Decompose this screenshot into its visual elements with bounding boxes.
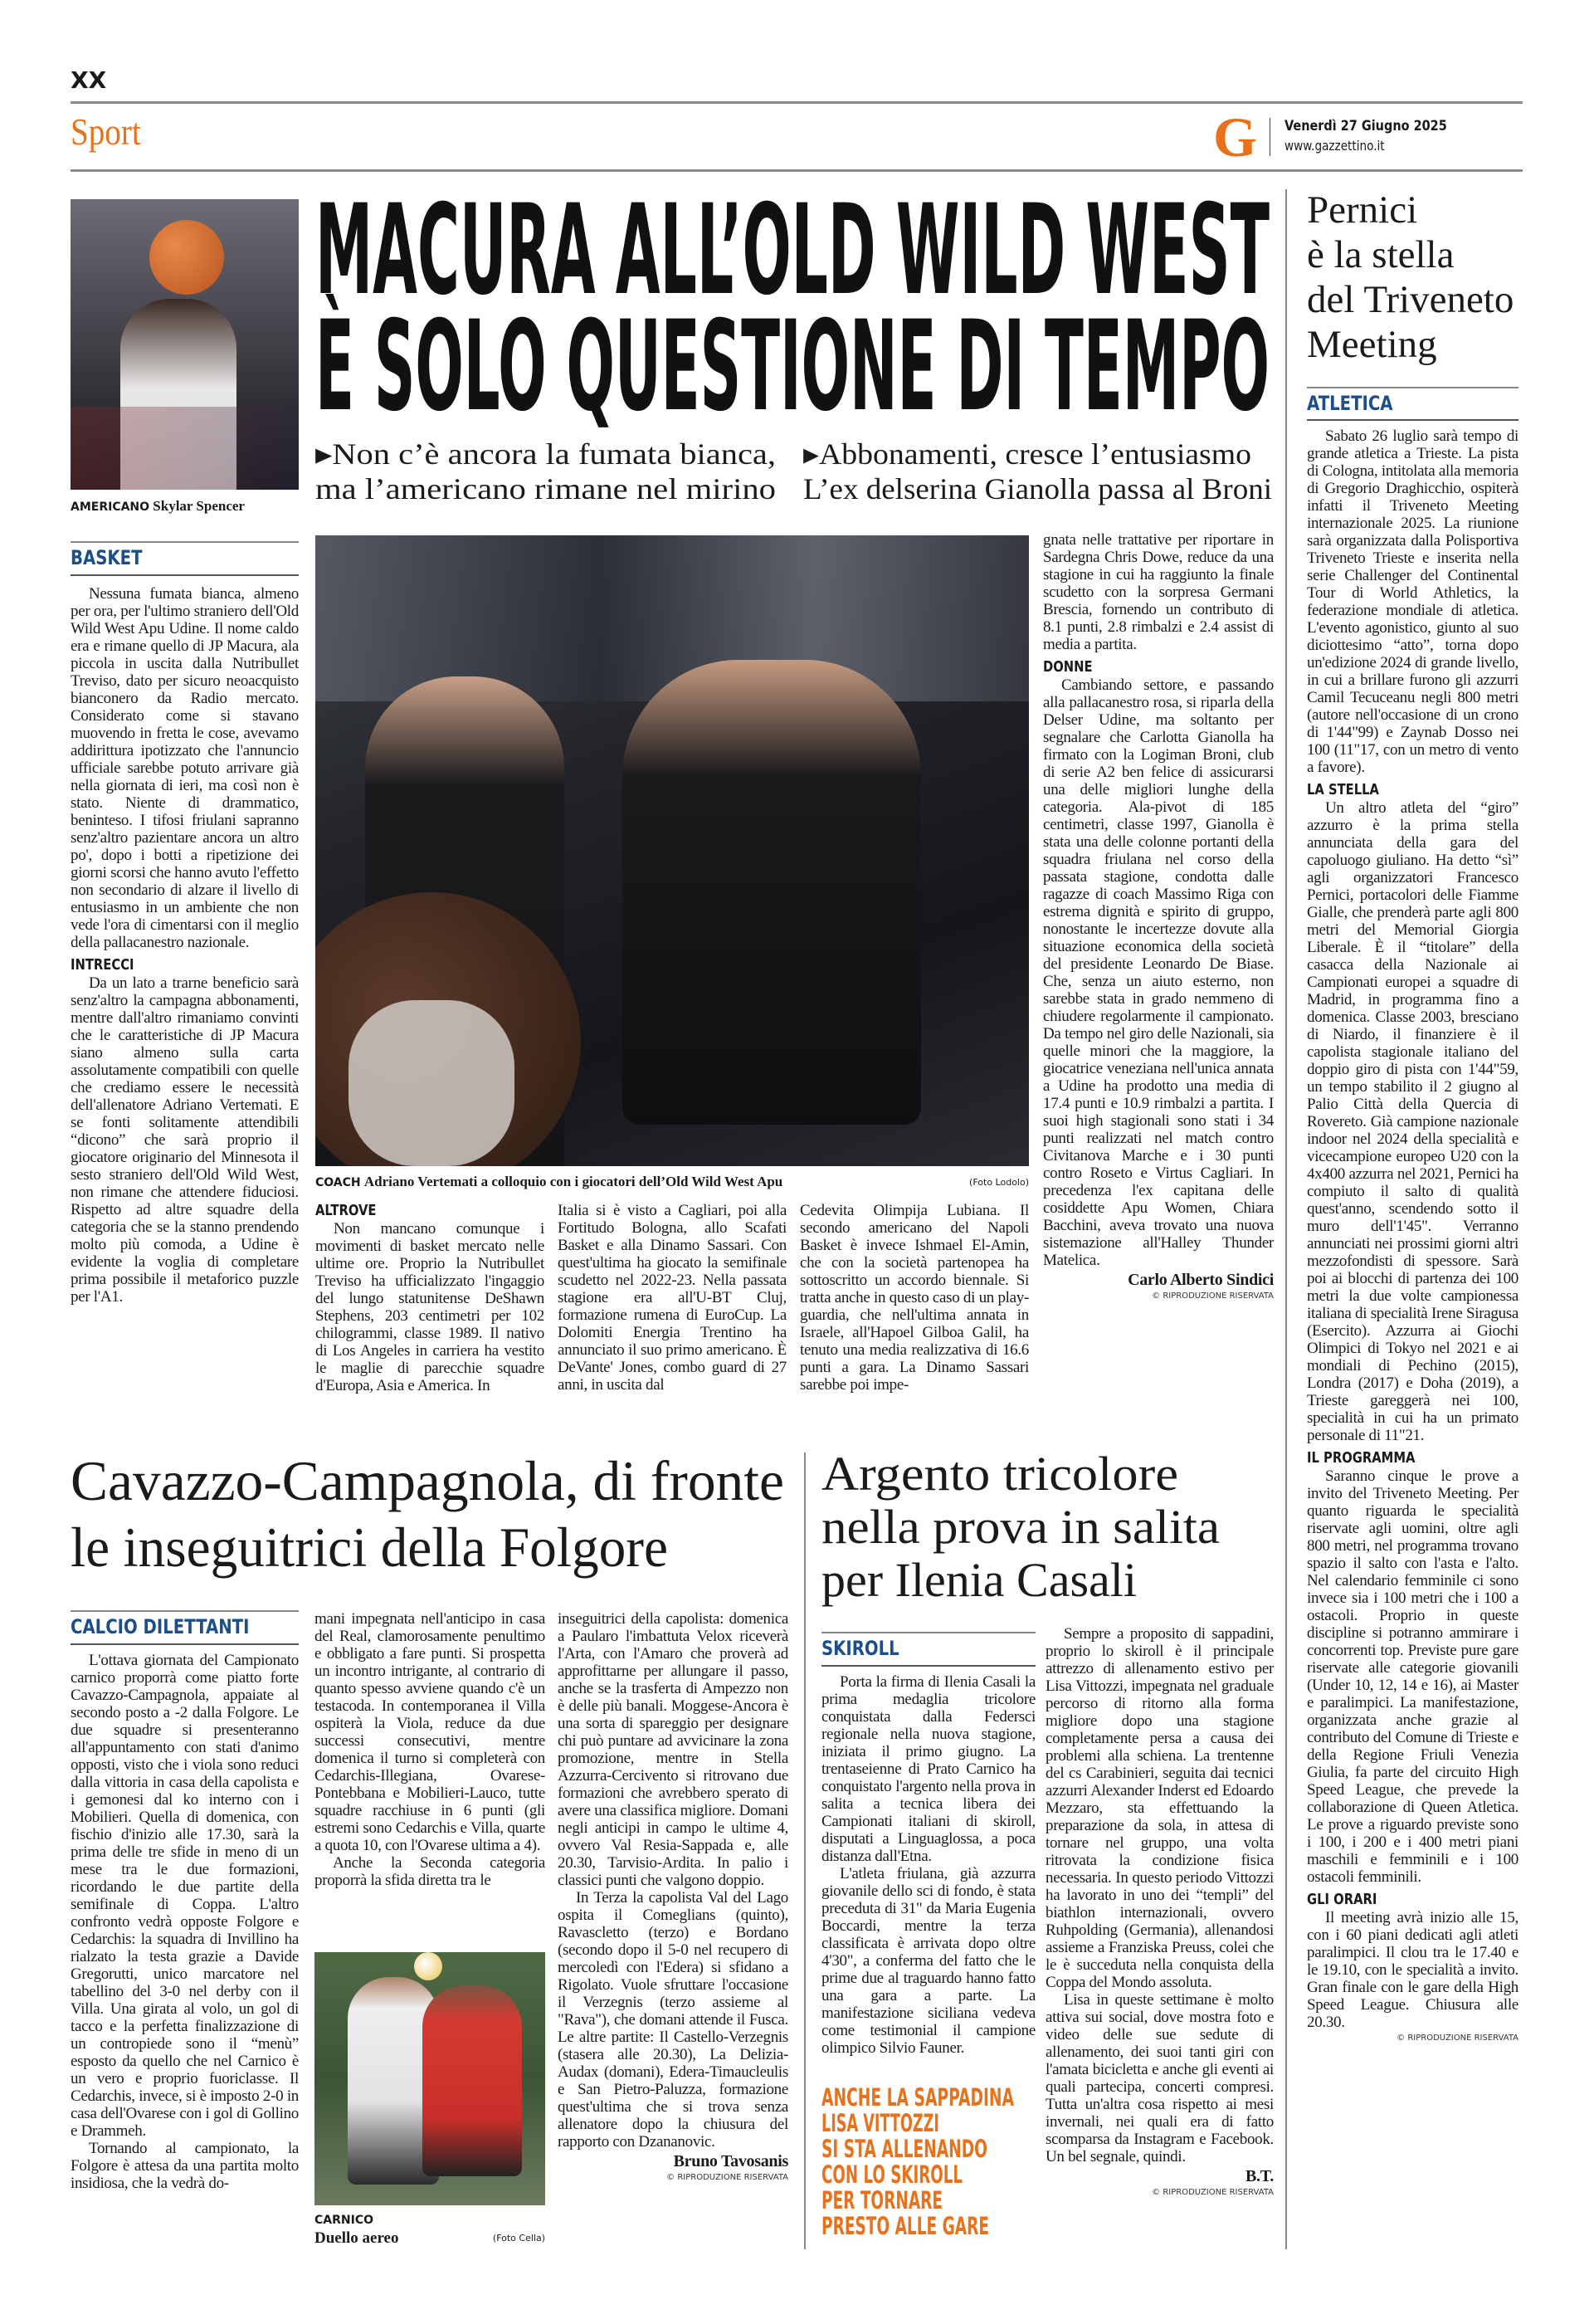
bottom-divider bbox=[804, 1452, 806, 2249]
sidebar-headline: Pernici è la stella del Triveneto Meeting bbox=[1307, 188, 1514, 366]
paragraph: L'atleta friulana, già azzurra giovanile dello sci di fondo, è stata preceduta di 31" da Maria Eugenia Boccardi, mentre la terza classificata è arrivata dopo oltre 4'30", a conferma del fatto che le prime due al traguardo hanno fatto una gara a parte. La manifestazione siciliana vedeva come testimonial il campione olimpico Silvio Fauner. bbox=[821, 1865, 1036, 2057]
pull-quote: ANCHE LA SAPPADINA LISA VITTOZZI SI STA ALLENANDO CON LO SKIROLL PER TORNARE PRESTO ALLE GARE bbox=[821, 2083, 1014, 2240]
basket-column-5 bbox=[1043, 531, 1274, 1302]
basket-label-rule-top bbox=[71, 541, 299, 543]
subheading-la-stella: LA STELLA bbox=[1307, 781, 1379, 798]
paragraph: Nessuna fumata bianca, almeno per ora, per l'ultimo straniero dell'Old Wild West Apu Udine. Il nome caldo era e rimane quello di JP Macura, ala piccola in uscita dalla Nutribullet Treviso, dato per sicuro neoacquisto bianconero da Radio mercato. Considerato come si stavano muovendo in fretta le cose, avevamo addirittura ipotizzato che l'annuncio ufficiale sarebbe potuto arrivare già nella giornata di ieri, ma così non è stato. Niente di drammatico, beninteso. I tifosi friulani sapranno senz'altro pazientare ancora un altro po', dopo i botti a ripetizione dei giorni scorsi che hanno avuto l'effetto non secondario di alzare il livello di entusiasmo in un ambiente che non vede l'ora di cimentarsi con il meglio della pallacanestro nazionale. bbox=[71, 585, 299, 951]
paragraph: Cambiando settore, e passando alla pallacanestro rosa, si riparla della Delser Udine, ma soltanto per segnalare che Carlotta Gianolla ha firmato con la Logiman Broni, club di serie A2 ben felice di assicurarsi una delle migliori lunghe della categoria. Ala-pivot di 185 centimetri, classe 1997, Gianolla è stata una delle colonne portanti della squadra friulana nel corso della passata stagione, condotta dalle ragazze di coach Massimo Riga con estrema dignità e spirito di gruppo, nonostante le incertezze dovute alla situazione economica della società del presidente Leonardo De Biase. Che, senza un aiuto esterno, non sarebbe stata in grado nemmeno di chiudere regolarmente il campionato. Da tempo nel giro delle Nazionali, sia quelle minori che la maggiore, la giocatrice veneziana nell'unica annata a Udine ha prodotto una media di 17.4 punti e 10.9 rimbalzi a partita. I suoi high stagionali sono stati i 34 punti realizzati nel match contro Civitanova Marche e i 30 punti contro Roseto e Virtus Cagliari. In precedenza l'ex capitana delle cosiddette Apu Women, Chiara Bacchini, aveva trovato una nuova sistemazione all'Halley Thunder Matelica. bbox=[1043, 676, 1274, 1269]
headline-line-2: È SOLO QUESTIONE DI TEMPO bbox=[315, 295, 1270, 439]
football-column-3 bbox=[558, 1610, 788, 2184]
player-photo-caption: AMERICANO Skylar Spencer bbox=[71, 498, 245, 514]
skiroll-label-rule-bottom bbox=[821, 1665, 1036, 1667]
copyright-notice: © RIPRODUZIONE RISERVATA bbox=[1152, 1291, 1274, 1301]
top-rule bbox=[71, 101, 1523, 104]
masthead-bottom-rule bbox=[71, 169, 1523, 172]
paragraph: Da un lato a trarne beneficio sarà senz'altro la campagna abbonamenti, mentre dall'altro rimaniamo convinti che le caratteristiche di JP Macura siano almeno sulla carta assolutamente compatibili con quelle che crediamo essere le necessità dell'allenatore Adriano Vertemati. E se fonti solitamente attendibili “dicono” che sarà proprio il giocatore originario del Minnesota il sesto straniero dell'Old Wild West, non rimane che attendere fiduciosi. Rispetto ad altre squadre della categoria che se la stanno prendendo molto più comoda, a Udine è evidente la voglia di completare prima possibile il metaforico puzzle per l'A1. bbox=[71, 974, 299, 1306]
paragraph: L'ottava giornata del Campionato carnico proporrà come piatto forte Cavazzo-Campagnola, appaiate al secondo posto a -2 dalla Folgore. Le due squadre si presenteranno all'appuntamento con stati d'animo opposti, visto che i viola sono reduci dalla vittoria in casa della capolista e i gemonesi dal ko interno con i Mobilieri. Quella di domenica, con fischio d'inizio alle 17.30, sarà la prima delle tre sfide in meno di un mese tra le due formazioni, ricordando le due partite della semifinale di Coppa. L'altro confronto vedrà opposte Folgore e Cedarchis: la squadra di Invillino ha rialzato la testa grazie a Davide Gregorutti, unico marcatore nel tabellino del 3-0 nel derby con il Villa. Una girata al volo, un gol di tacco e la perfetta finalizzazione di un contropiede sono il “menù” esposto da quello che nel Carnico è un vero e proprio fuoriclasse. Il Cedarchis, invece, si è imposto 2-0 in casa dell'Ovarese con i gol di Gollino e Drammeh. bbox=[71, 1652, 299, 2140]
section-label-atletica: ATLETICA bbox=[1307, 392, 1393, 415]
paragraph: Cedevita Olimpija Lubiana. Il secondo americano del Napoli Basket è invece Ishmael El-Amin, che con la società partenopea ha sottoscritto un accordo biennale. Si tratta anche in questo caso di un play-guardia, che nell'ultima annata in Israele, all'Hapoel Gilboa Galil, ha tenuto una media realizzativa di 16.6 punti a gara. La Dinamo Sassari sarebbe poi impe- bbox=[800, 1202, 1029, 1394]
subheading-gli-orari: GLI ORARI bbox=[1307, 1891, 1377, 1908]
copyright-notice: © RIPRODUZIONE RISERVATA bbox=[1152, 2188, 1274, 2197]
basketball-icon bbox=[149, 220, 224, 295]
football-column-1 bbox=[71, 1652, 299, 2192]
paragraph: inseguitrici della capolista: domenica a Paularo l'imbattuta Velox riceverà l'Arta, con l'Amaro che proverà ad approfittarne per allungare il passo, anche se la trasferta di Ampezzo non è delle più banali. Moggese-Ancora è una sorta di spareggio per designare chi può puntare ad avvicinare la zona promozione, mentre in Stella Azzurra-Cercivento si ritrovano due formazioni che avrebbero sperato di avere una classifica migliore. Domani negli anticipi in campo le ultime 4, ovvero Val Resia-Sappada e, alle 20.30, Tarvisio-Ardita. In palio i classici punti che valgono doppio. bbox=[558, 1610, 788, 1889]
basket-column-4 bbox=[800, 1202, 1029, 1394]
paragraph: In Terza la capolista Val del Lago ospita il Comeglians (quinto), Ravascletto (terzo) e Bordano (secondo dopo il 5-0 nel recupero di mercoledì con l'Edera) si sfidano a Rigolato. Vuole sfruttare l'occasione il Verzegnis (terzo assieme al "Rava"), che domani attende il Fusca. Le altre partite: Il Castello-Verzegnis (stasera alle 20.30), La Delizia-Audax (domani), Edera-Timaucleulis e San Pietro-Paluzza, formazione quest'ultima che si trova senza allenatore dopo la chiusura del rapporto con Dzananovic. bbox=[558, 1889, 788, 2151]
copyright-notice: © RIPRODUZIONE RISERVATA bbox=[1397, 2034, 1518, 2043]
subheading-donne: DONNE bbox=[1043, 658, 1093, 676]
paragraph: Non mancano comunque i movimenti di basket mercato nelle ultime ore. Proprio la Nutribullet Treviso ha ufficializzato l'ingaggio del lungo statunitense DeShawn Stephens, 203 centimetri per 102 chilogrammi, classe 1989. Il nativo di Los Angeles in carriera ha vestito le maglie di parecchie squadre d'Europa, Asia e America. In bbox=[315, 1220, 544, 1394]
copyright-notice: © RIPRODUZIONE RISERVATA bbox=[666, 2173, 788, 2182]
byline: Carlo Alberto Sindici bbox=[1128, 1271, 1274, 1289]
paragraph: Il meeting avrà inizio alle 15, con i 60 piani dedicati agli atleti paralimpici. Il clou tra le 17.40 e le 19.10, con le specialità a invito. Gran finale con le gare della High Speed League. Chiusura alle 20.30. bbox=[1307, 1909, 1518, 2031]
paragraph: Tornando al campionato, la Folgore è attesa da una partita molto insidiosa, che la vedrà do- bbox=[71, 2140, 299, 2192]
football-column-2 bbox=[314, 1610, 545, 1889]
football-photo bbox=[314, 1952, 545, 2205]
basket-column-2 bbox=[315, 1202, 544, 1394]
athletics-column bbox=[1307, 427, 1518, 2044]
paragraph: mani impegnata nell'anticipo in casa del Real, clamorosamente penultimo e obbligato a fare punti. Si prospetta un incontro intrigante, al contrario di quanto spesso avviene quando c'è un testacoda. In contemporanea il Villa ospiterà la Viola, reduce da due successi consecutivi, mentre domenica il turno si completerà con Cedarchis-Illegiana, Ovarese-Pontebbana e Mobilieri-Lauco, tutte squadre racchiuse in 6 punti (gli estremi sono Cedarchis e Villa, quarte a quota 10, con l'Ovarese ultima a 4). bbox=[314, 1610, 545, 1854]
paragraph: Sempre a proposito di sappadini, proprio lo skiroll è il principale attrezzo di allenamento estivo per Lisa Vittozzi, impegnata nel graduale percorso di ritorno alla forma migliore dopo una stagione completamente persa a causa dei problemi alla schiena. La trentenne del cs Carabinieri, seguita dai tecnici azzurri Alexander Inderst ed Edoardo Mezzaro, sta effettuando la preparazione da sola, in attesa di tornare nel gruppo, una volta ritrovata la condizione fisica necessaria. In questo periodo Vittozzi ha lavorato in uno dei “templi” del biathlon internazionali, ovvero Ruhpolding (Germania), allenandosi assieme a Franziska Preuss, colei che le è succeduta nella conquista della Coppa del Mondo assoluta. bbox=[1046, 1625, 1274, 1991]
subheading-il-programma: IL PROGRAMMA bbox=[1307, 1449, 1416, 1467]
skiroll-headline: Argento tricolore nella prova in salita per Ilenia Casali bbox=[821, 1447, 1220, 1607]
paragraph: gnata nelle trattative per riportare in Sardegna Chris Dowe, reduce da una stagione in cui ha raggiunto la finale scudetto con la sorpresa Germani Brescia, fornendo un contributo di 8.1 punti, 2.8 rimbalzi e 2.4 assist di media a partita. bbox=[1043, 531, 1274, 653]
basket-column-3 bbox=[558, 1202, 787, 1394]
page-number: XX bbox=[71, 66, 107, 94]
headline-line-1: MACURA ALL’OLD WILD WEST bbox=[315, 178, 1270, 323]
paragraph: Lisa in queste settimane è molto attiva sui social, dove mostra foto e video delle sue sedute di allenamento, dei suoi tanti giri con l'amata bicicletta e anche gli eventi ai quali partecipa, concerti compresi. Tutta un'altra cosa rispetto ai mesi invernali, nei quali era di fatto scomparsa da Instagram e Facebook. Un bel segnale, quindi. bbox=[1046, 1991, 1274, 2165]
coach-figure bbox=[622, 660, 921, 1125]
byline: B.T. bbox=[1245, 2167, 1274, 2185]
paragraph: Porta la firma di Ilenia Casali la prima medaglia tricolore conquistata dalla Federsci regionale nella nuova stagione, iniziata il primo giugno. La trentaseienne di Prato Carnico ha conquistato l'argento nella prova in salita a tecnica libera dei Campionati italiani di skiroll, disputati a Linguaglossa, a poca distanza dall'Etna. bbox=[821, 1673, 1036, 1865]
basket-column-1 bbox=[71, 585, 299, 1306]
atletica-label-rule-top bbox=[1307, 387, 1518, 388]
skiroll-column-1 bbox=[821, 1673, 1036, 2057]
calcio-label-rule-top bbox=[71, 1610, 299, 1612]
section-title: Sport bbox=[71, 110, 141, 153]
basket-label-rule-bottom bbox=[71, 574, 299, 576]
section-label-calcio: CALCIO DILETTANTI bbox=[71, 1615, 250, 1638]
subheading-intrecci: INTRECCI bbox=[71, 956, 134, 974]
issue-date: Venerdì 27 Giugno 2025 bbox=[1284, 118, 1447, 134]
player-photo bbox=[71, 199, 299, 490]
football-photo-caption: CARNICO Duello aereo (Foto Cella) bbox=[314, 2214, 545, 2247]
calcio-label-rule-bottom bbox=[71, 1643, 299, 1645]
main-headline bbox=[315, 178, 1270, 439]
website-link[interactable]: www.gazzettino.it bbox=[1284, 138, 1385, 154]
sidebar-divider bbox=[1285, 189, 1287, 2249]
paragraph: Un altro atleta del “giro” azzurro è la prima stella annunciata della gara del capoluogo giuliano. Ha detto “sì” agli organizzatori Francesco Pernici, portacolori delle Fiamme Gialle, che prenderà parte agli 800 metri del Memorial Giorgia Liberale. È il “titolare” della casacca della Nazionale ai Campionati europei a squadre di Madrid, in programma fino a domenica. Classe 2003, bresciano di Niardo, il finanziere è il capolista stagionale italiano del doppio giro di pista con 1'44"59, un tempo stabilito il 2 giugno al Palio Città della Quercia di Rovereto. Già campione nazionale indoor nel 2024 della specialità e vicecampione europeo U20 con la 4x400 azzurra nel 2021, Pernici ha compiuto il salto di qualità quest'anno, scendendo sotto il muro dell'1'45". Verranno annunciati nei prossimi giorni altri mezzofondisti di spessore. Sarà poi ai blocchi di partenza dei 100 metri la due volte campionessa italiana di specialità Irene Siragusa (Esercito). Azzurra ai Giochi Olimpici di Tokyo nel 2021 e ai mondiali di Pechino (2015), Londra (2017) e Doha (2019), a Trieste gareggerà nei 100, specialità in cui ha un primato personale di 11"21. bbox=[1307, 799, 1518, 1444]
coach-photo-caption: COACH Adriano Vertemati a colloquio con i giocatori dell’Old Wild West Apu (Foto Lodolo) bbox=[315, 1174, 1029, 1189]
ball-icon bbox=[414, 1952, 442, 1980]
subhead-right: ▸Abbonamenti, cresce l’entusiasmo L’ex delserina Gianolla passa al Broni bbox=[803, 437, 1272, 505]
subheading-altrove: ALTROVE bbox=[315, 1202, 377, 1219]
skiroll-label-rule-top bbox=[821, 1632, 1036, 1633]
atletica-label-rule-bottom bbox=[1307, 419, 1518, 421]
section-label-basket: BASKET bbox=[71, 546, 143, 569]
byline: Bruno Tavosanis bbox=[673, 2152, 788, 2170]
subhead-left: ▸Non c’è ancora la fumata bianca, ma l’americano rimane nel mirino bbox=[315, 437, 776, 505]
paragraph: Sabato 26 luglio sarà tempo di grande atletica a Trieste. La pista di Cologna, intitolata alla memoria di Gregorio Draghicchio, ospiterà infatti il Triveneto Meeting internazionale 2025. La riunione sarà organizzata dalla Polisportiva Triveneto Trieste e inserita nella serie Challenger del Continental Tour di World Athletics, la federazione mondiale di atletica. L'evento agonistico, giunto al suo diciottesimo “atto”, torna dopo un'edizione 2024 di grande livello, in cui a brillare furono gli azzurri Camil Tecuceanu negli 800 metri (autore nell'occasione di un crono di 1'44"99) e Zaynab Dosso nei 100 (11"17, con un metro di vento a favore). bbox=[1307, 427, 1518, 776]
skiroll-column-2 bbox=[1046, 1625, 1274, 2199]
paragraph: Saranno cinque le prove a invito del Triveneto Meeting. Per quanto riguarda le specialità riservate agli uomini, oltre agli 800 metri, nel programma trovano spazio il salto con l'asta e l'alto. Nel calendario femminile ci sono invece sia i 100 metri che i 100 a ostacoli. Proprio in queste discipline si potranno ammirare i concorrenti top. Previste pure gare riservate alle categorie giovanili (Under 10, 12, 14 e 16), ai Master e paralimpici. La manifestazione, organizzata anche grazie al contributo del Comune di Trieste e della Regione Friuli Venezia Giulia, fa parte del circuito High Speed League, che prevede la collaborazione di Queen Atletica. Le prove a riguardo previste sono i 100, i 200 e i 400 metri piani maschili e femminili e i 100 ostacoli femminili. bbox=[1307, 1467, 1518, 1886]
paragraph: Anche la Seconda categoria proporrà la sfida diretta tra le bbox=[314, 1854, 545, 1889]
section-label-skiroll: SKIROLL bbox=[821, 1637, 899, 1660]
coach-photo bbox=[315, 535, 1029, 1166]
football-headline: Cavazzo-Campagnola, di fronte le inseguitrici della Folgore bbox=[71, 1449, 784, 1579]
red-player bbox=[422, 1985, 522, 2176]
gazzettino-logo: G bbox=[1213, 105, 1257, 168]
paragraph: Italia si è visto a Cagliari, poi alla Fortitudo Bologna, allo Scafati Basket e alla Dinamo Sassari. Con quest'ultima ha giocato la semifinale scudetto nel 2022-23. Nella passata stagione era all'U-BT Cluj, formazione rumena di EuroCup. La Dolomiti Energia Trentino ha annunciato il suo primo americano. È DeVante' Jones, combo guard di 27 anni, in uscita dal bbox=[558, 1202, 787, 1394]
